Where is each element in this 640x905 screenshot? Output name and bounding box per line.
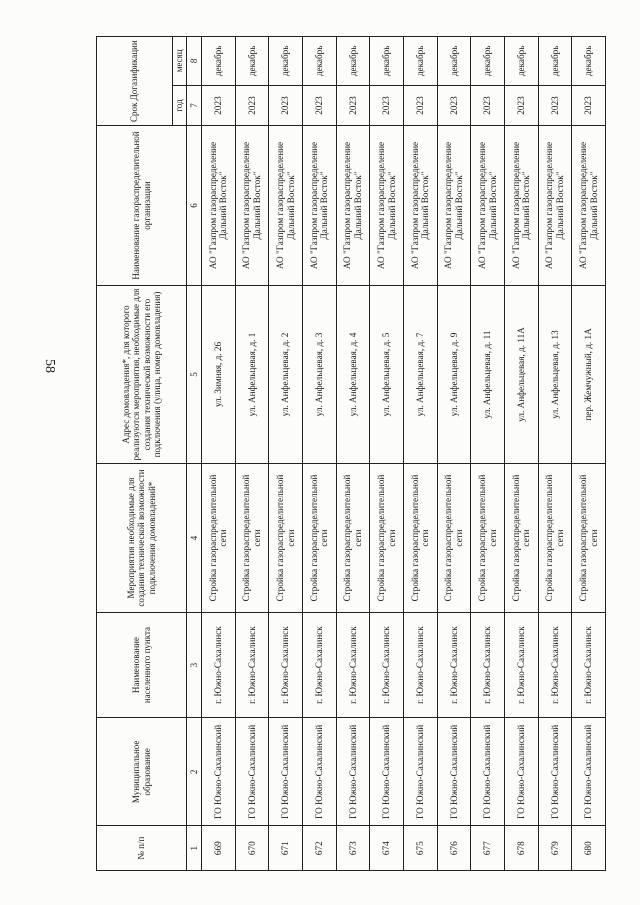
cell-municipality: ГО Южно-Сахалинский [202,718,236,826]
header-number: № п/п [97,826,187,871]
header-address: Адрес домовладения*, для которого реализуются мероприятия, необходимые для создания технической возможности его подключения (улица, номер домовладения) [97,285,187,463]
cell-month: декабрь [302,37,336,86]
cell-year: 2023 [202,85,236,126]
cell-year: 2023 [572,85,606,126]
cell-year: 2023 [235,85,269,126]
header-year: год [173,85,187,126]
cell-year: 2023 [437,85,471,126]
cell-settlement: г. Южно-Сахалинск [403,612,437,717]
cell-municipality: ГО Южно-Сахалинский [336,718,370,826]
table-row [235,37,269,871]
cell-year: 2023 [336,85,370,126]
cell-settlement: г. Южно-Сахалинск [538,612,572,717]
table-row [302,37,336,871]
cell-month: декабрь [437,37,471,86]
cell-row-number: 679 [538,826,572,871]
cell-month: декабрь [504,37,538,86]
cell-settlement: г. Южно-Сахалинск [202,612,236,717]
table-row [403,37,437,871]
cell-row-number: 678 [504,826,538,871]
cell-row-number: 671 [269,826,303,871]
cell-organization: АО "Газпром газораспределение Дальний Восток" [437,126,471,286]
cell-month: декабрь [370,37,404,86]
cell-row-number: 677 [471,826,505,871]
cell-row-number: 675 [403,826,437,871]
table-row [437,37,471,871]
cell-address: ул. Анфельцевая, д. 13 [538,285,572,463]
cell-address: ул. Анфельцевая, д. 5 [370,285,404,463]
column-numbers-row [187,37,202,871]
column-number: 8 [187,37,202,86]
cell-year: 2023 [269,85,303,126]
table-row [572,37,606,871]
cell-month: декабрь [538,37,572,86]
cell-works: Стройка газораспределительной сети [572,464,606,613]
cell-municipality: ГО Южно-Сахалинский [235,718,269,826]
table-row [269,37,303,871]
cell-works: Стройка газораспределительной сети [302,464,336,613]
column-number: 7 [187,85,202,126]
cell-works: Стройка газораспределительной сети [437,464,471,613]
cell-address: пер. Жемчужный, д. 1А [572,285,606,463]
cell-address: ул. Анфельцевая, д. 1 [235,285,269,463]
table-body [202,37,606,871]
cell-row-number: 670 [235,826,269,871]
cell-year: 2023 [538,85,572,126]
cell-works: Стройка газораспределительной сети [269,464,303,613]
header-municipality: Муниципальное образование [97,718,187,826]
cell-works: Стройка газораспределительной сети [504,464,538,613]
table-row [336,37,370,871]
cell-organization: АО "Газпром газораспределение Дальний Восток" [403,126,437,286]
cell-organization: АО "Газпром газораспределение Дальний Восток" [538,126,572,286]
cell-month: декабрь [572,37,606,86]
cell-organization: АО "Газпром газораспределение Дальний Восток" [572,126,606,286]
cell-address: ул. Зимняя, д. 26 [202,285,236,463]
cell-row-number: 669 [202,826,236,871]
rotated-table-wrapper [96,36,606,871]
cell-works: Стройка газораспределительной сети [403,464,437,613]
cell-month: декабрь [202,37,236,86]
cell-municipality: ГО Южно-Сахалинский [538,718,572,826]
cell-organization: АО "Газпром газораспределение Дальний Восток" [235,126,269,286]
cell-municipality: ГО Южно-Сахалинский [437,718,471,826]
cell-settlement: г. Южно-Сахалинск [269,612,303,717]
cell-organization: АО "Газпром газораспределение Дальний Восток" [370,126,404,286]
cell-row-number: 676 [437,826,471,871]
cell-municipality: ГО Южно-Сахалинский [302,718,336,826]
column-number: 5 [187,285,202,463]
cell-row-number: 673 [336,826,370,871]
cell-year: 2023 [471,85,505,126]
header-month: месяц [173,37,187,86]
cell-month: декабрь [471,37,505,86]
header-organization: Наименование газораспределительной организации [97,126,187,286]
cell-month: декабрь [403,37,437,86]
cell-settlement: г. Южно-Сахалинск [370,612,404,717]
cell-address: ул. Анфельцевая, д. 4 [336,285,370,463]
column-number: 3 [187,612,202,717]
cell-settlement: г. Южно-Сахалинск [471,612,505,717]
header-works: Мероприятия необходимые для создания технической возможности подключения домовладений* [97,464,187,613]
cell-settlement: г. Южно-Сахалинск [504,612,538,717]
gasification-table [96,36,606,871]
table-row [504,37,538,871]
cell-settlement: г. Южно-Сахалинск [437,612,471,717]
cell-address: ул. Анфельцевая, д. 3 [302,285,336,463]
cell-year: 2023 [370,85,404,126]
cell-organization: АО "Газпром газораспределение Дальний Восток" [302,126,336,286]
cell-works: Стройка газораспределительной сети [235,464,269,613]
cell-works: Стройка газораспределительной сети [471,464,505,613]
cell-municipality: ГО Южно-Сахалинский [370,718,404,826]
cell-address: ул. Анфельцевая, д. 11 [471,285,505,463]
page-number: 58 [42,359,57,373]
cell-month: декабрь [336,37,370,86]
cell-works: Стройка газораспределительной сети [336,464,370,613]
cell-row-number: 672 [302,826,336,871]
cell-municipality: ГО Южно-Сахалинский [572,718,606,826]
cell-works: Стройка газораспределительной сети [370,464,404,613]
cell-settlement: г. Южно-Сахалинск [235,612,269,717]
table-row [538,37,572,871]
column-number: 4 [187,464,202,613]
cell-works: Стройка газораспределительной сети [202,464,236,613]
cell-settlement: г. Южно-Сахалинск [302,612,336,717]
table-row [202,37,236,871]
cell-year: 2023 [403,85,437,126]
cell-settlement: г. Южно-Сахалинск [336,612,370,717]
cell-year: 2023 [302,85,336,126]
cell-address: ул. Анфельцевая, д. 9 [437,285,471,463]
cell-address: ул. Анфельцевая, д. 2 [269,285,303,463]
header-deadline: Срок Догазификации [97,37,173,126]
cell-organization: АО "Газпром газораспределение Дальний Восток" [269,126,303,286]
header-settlement: Наименование населенного пункта [97,612,187,717]
cell-organization: АО "Газпром газораспределение Дальний Восток" [471,126,505,286]
column-number: 1 [187,826,202,871]
cell-address: ул. Анфельцевая, д. 7 [403,285,437,463]
cell-works: Стройка газораспределительной сети [538,464,572,613]
cell-municipality: ГО Южно-Сахалинский [471,718,505,826]
cell-organization: АО "Газпром газораспределение Дальний Восток" [336,126,370,286]
cell-month: декабрь [269,37,303,86]
cell-municipality: ГО Южно-Сахалинский [269,718,303,826]
cell-municipality: ГО Южно-Сахалинский [403,718,437,826]
cell-row-number: 674 [370,826,404,871]
cell-year: 2023 [504,85,538,126]
cell-organization: АО "Газпром газораспределение Дальний Восток" [504,126,538,286]
cell-address: ул. Анфельцевая, д. 11А [504,285,538,463]
cell-settlement: г. Южно-Сахалинск [572,612,606,717]
column-number: 6 [187,126,202,286]
table-row [370,37,404,871]
cell-row-number: 680 [572,826,606,871]
cell-month: декабрь [235,37,269,86]
cell-organization: АО "Газпром газораспределение Дальний Восток" [202,126,236,286]
column-number: 2 [187,718,202,826]
table-row [471,37,505,871]
cell-municipality: ГО Южно-Сахалинский [504,718,538,826]
